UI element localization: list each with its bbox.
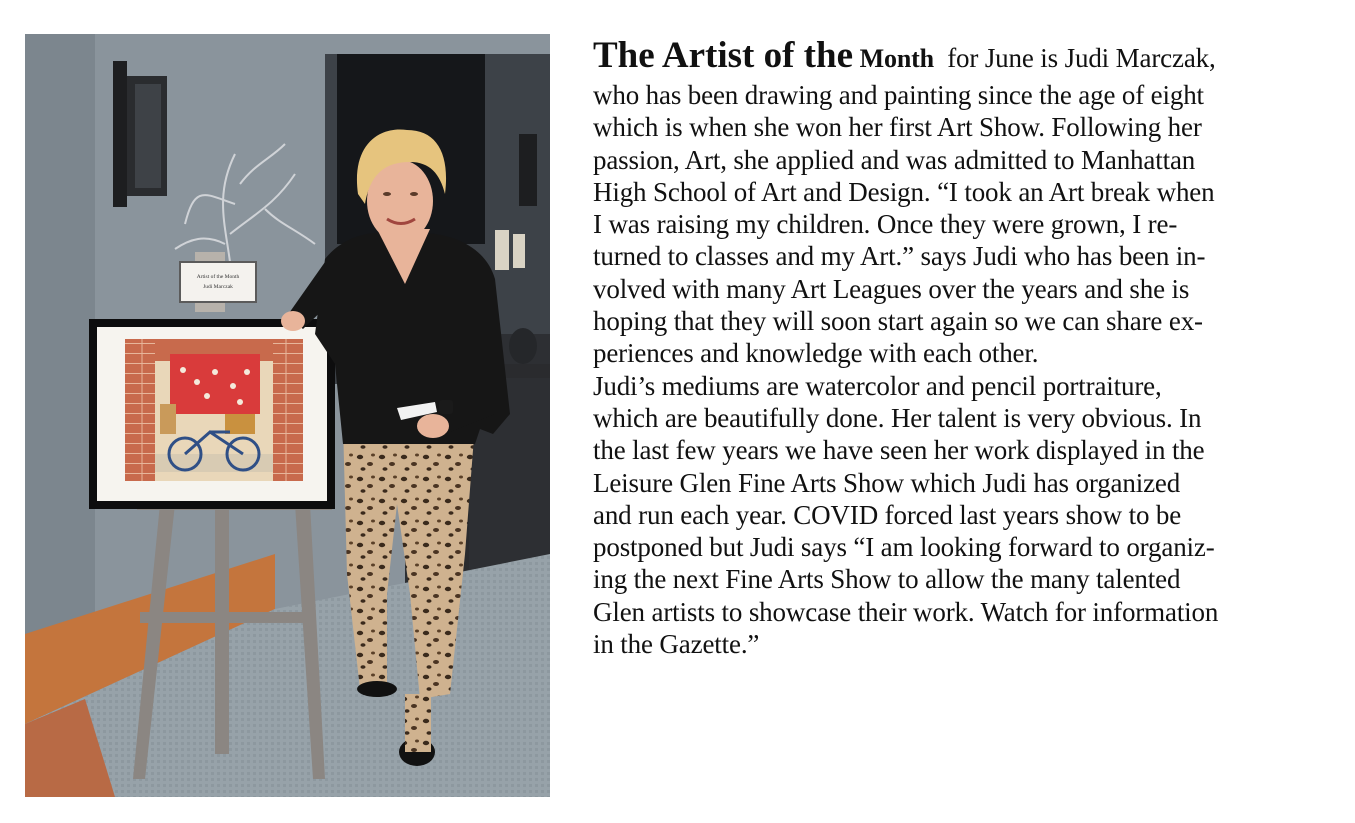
plaque-title: Artist of the Month	[196, 274, 240, 280]
article-line: High School of Art and Design. “I took an Art break when	[593, 176, 1215, 207]
article-line: turned to classes and my Art.” says Judi who has been in-	[593, 241, 1206, 272]
artist-photo-illustration	[25, 34, 550, 797]
article-line: passion, Art, she applied and was admitted to Manhattan	[593, 144, 1196, 175]
artist-photo	[25, 34, 550, 797]
article-line: volved with many Art Leagues over the years and she is	[593, 273, 1190, 304]
article-line: and run each year. COVID forced last years show to be	[593, 499, 1182, 530]
article-line: Glen artists to showcase their work. Watch for information	[593, 596, 1219, 627]
article-line: who has been drawing and painting since the age of eight	[593, 80, 1204, 110]
name-plaque	[180, 262, 256, 302]
article-line: ing the next Fine Arts Show to allow the many talented	[593, 564, 1181, 595]
article-line: Judi’s mediums are watercolor and pencil portraiture,	[593, 370, 1162, 401]
article-line: I was raising my children. Once they were grown, I re-	[593, 209, 1178, 240]
wall-sconce	[113, 61, 127, 207]
article-first-line	[593, 36, 1333, 79]
plaque-name: Judi Marczak	[203, 284, 233, 290]
article-line: which is when she won her first Art Show. Following her	[593, 112, 1202, 143]
headline: The Artist of the	[593, 35, 853, 76]
article-line: hoping that they will soon start again so we can share ex-	[593, 306, 1203, 337]
first-line-rest: for June is Judi Marczak,	[947, 43, 1216, 73]
article-text	[593, 36, 1333, 660]
article-line: the last few years we have seen her work displayed in the	[593, 435, 1205, 466]
headline-month: Month	[859, 44, 934, 73]
article-line: postponed but Judi says “I am looking forward to organiz-	[593, 532, 1215, 563]
framed-painting	[89, 319, 335, 509]
article-line: periences and knowledge with each other.	[593, 338, 1039, 369]
article-line: which are beautifully done. Her talent is very obvious. In	[593, 402, 1202, 433]
article-line: Leisure Glen Fine Arts Show which Judi has organized	[593, 467, 1181, 498]
article-line: in the Gazette.”	[593, 629, 760, 660]
